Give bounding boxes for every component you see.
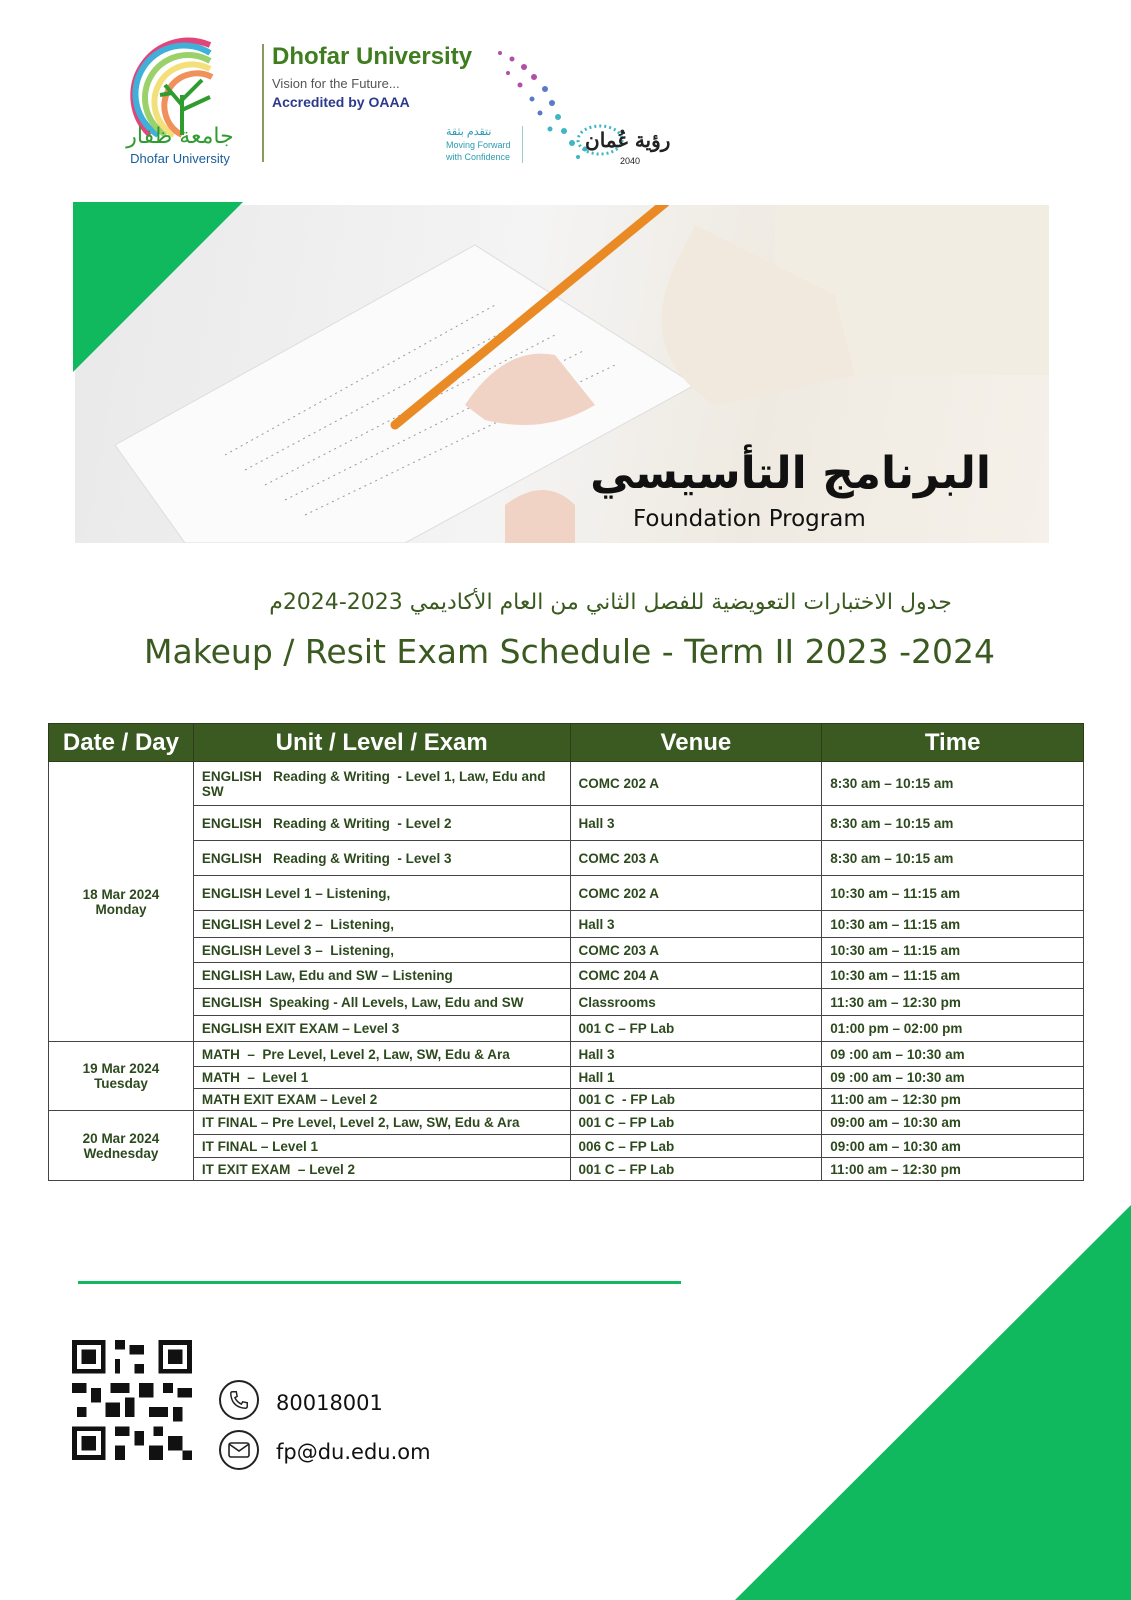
unit-cell: ENGLISH Reading & Writing - Level 3 [193,841,570,876]
email-address[interactable]: fp@du.edu.om [276,1440,431,1464]
unit-cell: ENGLISH Level 1 – Listening, [193,876,570,911]
table-row [49,1111,1084,1135]
table-row [49,989,1084,1016]
time-cell: 09:00 am – 10:30 am [822,1135,1084,1158]
table-row [49,1067,1084,1089]
venue-cell: 001 C – FP Lab [570,1111,822,1135]
unit-cell: ENGLISH EXIT EXAM – Level 3 [193,1016,570,1042]
date-cell [49,1111,194,1181]
university-branding [262,44,472,162]
time-cell: 11:00 am – 12:30 pm [822,1089,1084,1111]
table-row [49,841,1084,876]
phone-number[interactable]: 80018001 [276,1391,383,1415]
unit-cell: IT FINAL – Pre Level, Level 2, Law, SW, Edu & Ara [193,1111,570,1135]
time-cell: 10:30 am – 11:15 am [822,911,1084,938]
decorative-triangle [735,1205,1131,1600]
svg-text:جامعة ظفار: جامعة ظفار [126,124,234,149]
heading-english: Makeup / Resit Exam Schedule - Term II 2023 -2024 [144,632,995,671]
time-cell: 8:30 am – 10:15 am [822,841,1084,876]
unit-cell: ENGLISH Law, Edu and SW – Listening [193,963,570,989]
divider-line [78,1281,681,1284]
unit-cell: ENGLISH Level 2 – Listening, [193,911,570,938]
venue-cell: Classrooms [570,989,822,1016]
svg-text:Dhofar University: Dhofar University [130,151,230,166]
unit-cell: ENGLISH Speaking - All Levels, Law, Edu and SW [193,989,570,1016]
venue-cell: 001 C – FP Lab [570,1158,822,1181]
unit-cell: MATH – Level 1 [193,1067,570,1089]
table-row [49,1089,1084,1111]
time-cell: 10:30 am – 11:15 am [822,876,1084,911]
time-cell: 10:30 am – 11:15 am [822,963,1084,989]
unit-cell: MATH – Pre Level, Level 2, Law, SW, Edu & Ara [193,1042,570,1067]
table-row [49,1016,1084,1042]
venue-cell: Hall 3 [570,911,822,938]
qr-code[interactable] [72,1340,192,1460]
table-row [49,938,1084,963]
venue-cell: 006 C – FP Lab [570,1135,822,1158]
venue-cell: Hall 1 [570,1067,822,1089]
venue-cell: COMC 202 A [570,876,822,911]
table-row [49,1158,1084,1181]
venue-cell: COMC 204 A [570,963,822,989]
column-header: Time [822,724,1084,762]
vision-arabic: رؤية عُمان [585,130,671,152]
table-row [49,806,1084,841]
column-header: Date / Day [49,724,194,762]
table-row [49,1135,1084,1158]
slogan-english: Moving Forward with Confidence [446,140,511,162]
time-cell: 09:00 am – 10:30 am [822,1111,1084,1135]
table-row [49,963,1084,989]
table-row [49,1042,1084,1067]
date-cell [49,1042,194,1111]
time-cell: 01:00 pm – 02:00 pm [822,1016,1084,1042]
banner-title: Foundation Program [633,506,866,532]
time-cell: 09 :00 am – 10:30 am [822,1067,1084,1089]
university-name: Dhofar University [272,43,473,70]
exam-day: Tuesday [94,1076,148,1091]
table-row [49,762,1084,806]
slogan-arabic: نتقدم بثقة [446,126,492,138]
unit-cell: MATH EXIT EXAM – Level 2 [193,1089,570,1111]
venue-cell: 001 C – FP Lab [570,1016,822,1042]
dhofar-university-logo [110,35,250,170]
table-row [49,911,1084,938]
time-cell: 11:00 am – 12:30 pm [822,1158,1084,1181]
exam-date: 18 Mar 2024 [82,886,160,902]
unit-cell: ENGLISH Reading & Writing - Level 1, Law, Edu and SW [193,762,570,806]
exam-date: 20 Mar 2024 [82,1130,160,1146]
venue-cell: Hall 3 [570,1042,822,1067]
date-cell [49,762,194,1042]
time-cell: 8:30 am – 10:15 am [822,762,1084,806]
unit-cell: IT EXIT EXAM – Level 2 [193,1158,570,1181]
email-icon [219,1430,259,1470]
time-cell: 10:30 am – 11:15 am [822,938,1084,963]
column-header: Unit / Level / Exam [193,724,570,762]
venue-cell: COMC 203 A [570,938,822,963]
time-cell: 11:30 am – 12:30 pm [822,989,1084,1016]
venue-cell: Hall 3 [570,806,822,841]
unit-cell: IT FINAL – Level 1 [193,1135,570,1158]
column-header: Venue [570,724,822,762]
exam-day: Wednesday [83,1145,159,1161]
banner-title-arabic: البرنامج التأسيسي [590,448,991,499]
unit-cell: ENGLISH Reading & Writing - Level 2 [193,806,570,841]
unit-cell: ENGLISH Level 3 – Listening, [193,938,570,963]
exam-date: 19 Mar 2024 [82,1061,160,1076]
table-header-row [49,724,1084,762]
exam-day: Monday [95,901,147,917]
vision-year: 2040 [620,156,641,166]
accreditation: Accredited by OAAA [272,94,410,110]
phone-icon [219,1380,259,1420]
venue-cell: 001 C - FP Lab [570,1089,822,1111]
tagline: Vision for the Future... [272,76,400,91]
heading-arabic: جدول الاختبارات التعويضية للفصل الثاني من العام الأكاديمي 2023-2024م [269,590,952,615]
venue-cell: COMC 203 A [570,841,822,876]
time-cell: 8:30 am – 10:15 am [822,806,1084,841]
table-row [49,876,1084,911]
exam-schedule-table [48,723,1084,1181]
venue-cell: COMC 202 A [570,762,822,806]
time-cell: 09 :00 am – 10:30 am [822,1042,1084,1067]
decorative-triangle [73,202,243,372]
